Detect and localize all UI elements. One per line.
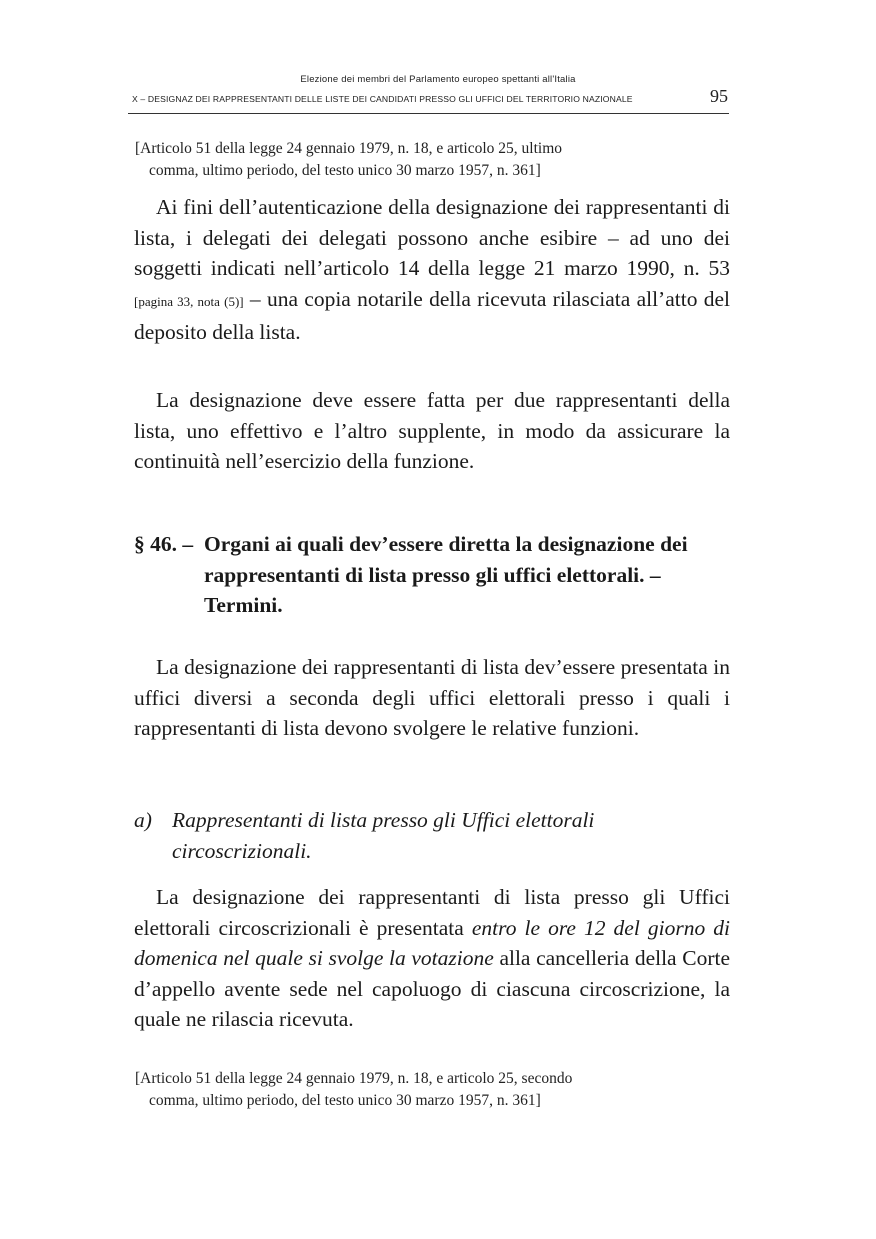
note-line-2: comma, ultimo periodo, del testo unico 30 marzo 1957, n. 361]: [149, 162, 541, 179]
page-reference: [pagina 33, nota (5)]: [134, 293, 244, 309]
paragraph-text: alla cancelleria della Corte d’appello avente sede nel capoluogo di ciascuna circoscrizione, la quale ne rilascia ricevuta.: [134, 946, 730, 1031]
legal-reference-note: [135, 138, 730, 182]
running-title: Elezione dei membri del Parlamento europeo spettanti all'Italia: [300, 74, 576, 85]
header-rule: [128, 113, 729, 114]
paragraph-text: Ai fini dell’autenticazione della designazione dei rappresentanti di lista, i delegati dei delegati possono anche esibire – ad uno dei soggetti indicati nell’articolo 14 della legge 21 marzo 1990, n. 53: [134, 195, 730, 280]
note-line-1: [Articolo 51 della legge 24 gennaio 1979, n. 18, e articolo 25, secondo: [135, 1070, 573, 1087]
paragraph-text: La designazione deve essere fatta per due rappresentanti della lista, uno effettivo e l’altro supplente, in modo da assicurare la continuità nell’esercizio della funzione.: [134, 388, 730, 473]
paragraph-text: – una copia notarile della ricevuta rilasciata all’atto del deposito della lista.: [134, 286, 731, 344]
paragraph-text: La designazione dei rappresentanti di lista dev’essere presentata in uffici diversi a seconda degli uffici elettorali presso i quali i rappresentanti di lista devono svolgere le relative funzioni.: [134, 655, 730, 740]
legal-reference-note-bottom: [135, 1068, 730, 1112]
subsection-title: Rappresentanti di lista presso gli Uffici elettorali circoscrizionali.: [172, 808, 595, 863]
note-line-2: comma, ultimo periodo, del testo unico 30 marzo 1957, n. 361]: [149, 1092, 541, 1109]
paragraph-two-representatives: [134, 385, 730, 477]
subsection-label: a): [134, 808, 152, 832]
paragraph-authentication: [134, 192, 730, 348]
note-line-1: [Articolo 51 della legge 24 gennaio 1979, n. 18, e articolo 25, ultimo: [135, 140, 563, 157]
paragraph-offices: [134, 652, 730, 744]
chapter-heading: X – DESIGNAZ DEI RAPPRESENTANTI DELLE LISTE DEI CANDIDATI PRESSO GLI UFFICI DEL TERRITORIO NAZIONALE: [132, 94, 633, 104]
page-number: 95: [710, 86, 728, 106]
paragraph-deadline: [134, 882, 730, 1035]
section-number: § 46. –: [134, 532, 194, 556]
emphasized-deadline: entro le ore 12 del giorno di domenica nel quale si svolge la votazione: [134, 915, 731, 970]
section-title: Organi ai quali dev’essere diretta la designazione dei rappresentanti di lista presso gli uffici elettorali. – Termini.: [204, 532, 688, 617]
paragraph-text: La designazione dei rappresentanti di lista presso gli Uffici elettorali circoscrizionali è presentata: [134, 885, 730, 940]
